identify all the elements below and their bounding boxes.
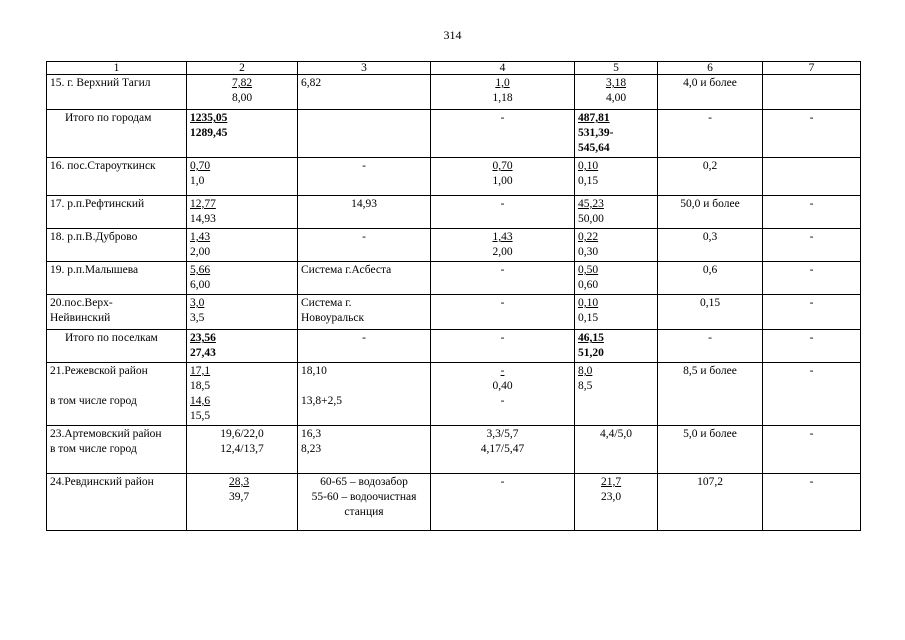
cell-col2: 19,6/22,0 12,4/13,7 xyxy=(187,426,298,474)
cell-col4: - 0,40 - xyxy=(431,363,575,426)
cell-col2: 17,1 18,5 14,6 15,5 xyxy=(187,363,298,426)
cell-col6: 4,0 и более xyxy=(658,75,763,110)
cell-col2: 23,56 27,43 xyxy=(187,330,298,363)
row-label: 15. г. Верхний Тагил xyxy=(47,75,187,110)
header-row xyxy=(47,62,861,75)
table-row xyxy=(47,158,861,196)
row-label: 19. р.п.Малышева xyxy=(47,262,187,295)
cell-col3: 6,82 xyxy=(298,75,431,110)
cell-col6: 0,15 xyxy=(658,295,763,330)
cell-col3: 18,10 13,8+2,5 xyxy=(298,363,431,426)
cell-col5: 3,18 4,00 xyxy=(575,75,658,110)
cell-col7: - xyxy=(763,110,861,158)
cell-col3: - xyxy=(298,158,431,196)
row-label: 21.Режевской район в том числе город xyxy=(47,363,187,426)
cell-col2: 0,70 1,0 xyxy=(187,158,298,196)
cell-col2: 7,82 8,00 xyxy=(187,75,298,110)
cell-col4: - xyxy=(431,474,575,531)
cell-col5: 0,10 0,15 xyxy=(575,295,658,330)
cell-col6: 0,6 xyxy=(658,262,763,295)
cell-col3: Система г.Асбеста xyxy=(298,262,431,295)
cell-col7 xyxy=(763,75,861,110)
cell-col7: - xyxy=(763,330,861,363)
row-label: 16. пос.Староуткинск xyxy=(47,158,187,196)
col-header: 3 xyxy=(298,62,431,75)
cell-col5: 0,50 0,60 xyxy=(575,262,658,295)
cell-col5: 21,7 23,0 xyxy=(575,474,658,531)
cell-col2: 28,3 39,7 xyxy=(187,474,298,531)
col-header: 2 xyxy=(187,62,298,75)
cell-col2: 1235,05 1289,45 xyxy=(187,110,298,158)
cell-col3: - xyxy=(298,229,431,262)
cell-col2: 3,0 3,5 xyxy=(187,295,298,330)
cell-col6: - xyxy=(658,110,763,158)
col-header: 1 xyxy=(47,62,187,75)
cell-col5: 46,15 51,20 xyxy=(575,330,658,363)
table-row xyxy=(47,426,861,474)
cell-col2: 12,77 14,93 xyxy=(187,196,298,229)
cell-col6: 0,3 xyxy=(658,229,763,262)
table-row xyxy=(47,295,861,330)
cell-col6: 5,0 и более xyxy=(658,426,763,474)
cell-col6: - xyxy=(658,330,763,363)
cell-col3: 60-65 – водозабор 55-60 – водоочистная станция xyxy=(298,474,431,531)
cell-col3: 14,93 xyxy=(298,196,431,229)
table-row xyxy=(47,363,861,426)
cell-col5: 45,23 50,00 xyxy=(575,196,658,229)
col-header: 7 xyxy=(763,62,861,75)
row-label: 20.пос.Верх- Нейвинский xyxy=(47,295,187,330)
cell-col4: 0,70 1,00 xyxy=(431,158,575,196)
cell-col7: - xyxy=(763,426,861,474)
col-header: 6 xyxy=(658,62,763,75)
col-header: 5 xyxy=(575,62,658,75)
cell-col5: 0,22 0,30 xyxy=(575,229,658,262)
cell-col7: - xyxy=(763,196,861,229)
row-label: Итого по поселкам xyxy=(47,330,187,363)
table-row xyxy=(47,474,861,531)
cell-col5: 8,0 8,5 xyxy=(575,363,658,426)
table-row xyxy=(47,75,861,110)
cell-col4: 1,43 2,00 xyxy=(431,229,575,262)
cell-col7 xyxy=(763,158,861,196)
row-label: Итого по городам xyxy=(47,110,187,158)
cell-col4: - xyxy=(431,196,575,229)
cell-col6: 107,2 xyxy=(658,474,763,531)
table-row xyxy=(47,330,861,363)
cell-col5: 4,4/5,0 xyxy=(575,426,658,474)
row-label: 18. р.п.В.Дуброво xyxy=(47,229,187,262)
page-number: 314 xyxy=(443,28,462,42)
cell-col4: - xyxy=(431,110,575,158)
cell-col4: 1,0 1,18 xyxy=(431,75,575,110)
cell-col4: 3,3/5,7 4,17/5,47 xyxy=(431,426,575,474)
cell-col7: - xyxy=(763,229,861,262)
table-row xyxy=(47,262,861,295)
table-row xyxy=(47,229,861,262)
cell-col6: 0,2 xyxy=(658,158,763,196)
cell-col2: 1,43 2,00 xyxy=(187,229,298,262)
cell-col3: Система г. Новоуральск xyxy=(298,295,431,330)
table-row xyxy=(47,110,861,158)
cell-col3: - xyxy=(298,330,431,363)
cell-col2: 5,66 6,00 xyxy=(187,262,298,295)
row-label: 23.Артемовский район в том числе город xyxy=(47,426,187,474)
cell-col4: - xyxy=(431,262,575,295)
row-label: 17. р.п.Рефтинский xyxy=(47,196,187,229)
cell-col4: - xyxy=(431,330,575,363)
cell-col7: - xyxy=(763,295,861,330)
cell-col5: 0,10 0,15 xyxy=(575,158,658,196)
col-header: 4 xyxy=(431,62,575,75)
cell-col7: - xyxy=(763,474,861,531)
cell-col6: 8,5 и более xyxy=(658,363,763,426)
table-row xyxy=(47,196,861,229)
cell-col4: - xyxy=(431,295,575,330)
cell-col6: 50,0 и более xyxy=(658,196,763,229)
row-label: 24.Ревдинский район xyxy=(47,474,187,531)
data-table xyxy=(46,61,861,531)
cell-col3: 16,3 8,23 xyxy=(298,426,431,474)
cell-col3 xyxy=(298,110,431,158)
cell-col7: - xyxy=(763,363,861,426)
cell-col5: 487,81 531,39- 545,64 xyxy=(575,110,658,158)
cell-col7: - xyxy=(763,262,861,295)
